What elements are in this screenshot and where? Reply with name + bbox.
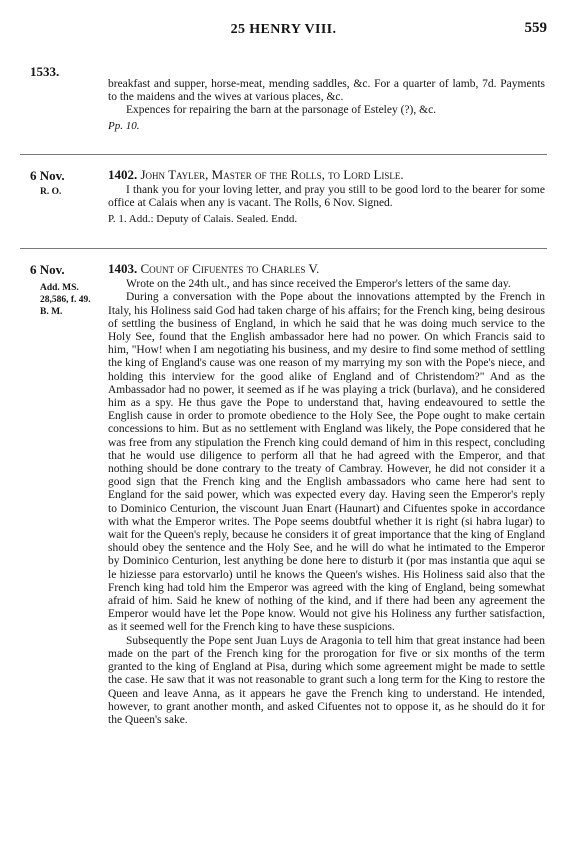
entry-date: 6 Nov.	[30, 262, 65, 277]
running-head: 25 HENRY VIII.	[230, 22, 337, 37]
entry-divider	[20, 248, 547, 249]
entry-source	[40, 282, 100, 318]
entry-heading	[108, 168, 545, 181]
entry-title: Count of Cifuentes to Charles V.	[140, 261, 320, 276]
entry-body	[108, 78, 545, 133]
entry-paragraph: During a conversation with the Pope about the innovations attempted by the French in Italy, his Holiness said God had taken charge of his affairs; for the French king, being desirous of settling the business of England, in which he said that he was doing much service to the Holy See, found that the English ambassador here had no power. On which Francis said to him, "How! when I am negotiating his business, and my desire to find some method of settling the king of England's cause was one reason of my marrying my son with the Pope's niece, and holding this interview for the good alike of England and of Christendom?" And as the Ambassador had no power, it seemed as if he was playing a trick (burlava), and he considered him as a spy. He thus gave the Pope to understand that, having endeavoured to settle the English cause in order to promote obedience to the Holy See, the Pope ought to make certain concessions to him. But as no settlement with England was likely, the Pope considered that he was free from any stipulation the French king could demand of him in this respect, concluding that he would use diligence to perform all that he had agreed with the Emperor, and that nothing should be done contrary to the treaty of Cambray. However, he did not consider it a good sign that the French king and the English ambassadors who came here had sent to England for the said power, which was expected every day. Having seen the Emperor's reply to Dominico Centurion, the viscount Juan Enart (Haunart) and Cifuentes spoke in accordance with what the Emperor writes. The Pope seems doubtful whether it is right (si habra lugar) to wait for the Queen's reply, because he considers it of great importance that the king of England should obey the sentence and the Holy See, and he will do what he intimated to the Emperor by Dominico Centurion, lest anything be done here to disturb it (por mas instantia que aqui se le hiziesse para estorvarlo) until he knows the Queen's wishes. His Holiness said also that the French king had told him the Emperor was agreed with the king of England, being somewhat afraid of him. Said he knew of nothing of the kind, and if there had been any agreement the Emperor would have let the Pope know. Would not give his Holiness any further satisfaction, as it seemed well for the French king to have these suspicions.	[108, 291, 545, 634]
entry-number: 1402.	[108, 167, 138, 182]
entry-paragraph: I thank you for your loving letter, and pray you still to be good lord to the bearer for some office at Calais when any is vacant. The Rolls, 6 Nov. Signed.	[108, 184, 545, 210]
entry-paragraph: Wrote on the 24th ult., and has since received the Emperor's letters of the same day.	[126, 278, 511, 291]
page-number: 559	[524, 20, 547, 36]
entry-divider	[20, 154, 547, 155]
entry-source-line: R. O.	[40, 187, 62, 197]
entry-source-line: 28,586, f. 49.	[40, 295, 91, 305]
entry-paragraph: Subsequently the Pope sent Juan Luys de Aragonia to tell him that great instance had been made on the part of the French king for the prorogation for five or six months of the term granted to the king of England at Pisa, during which some agreement might be made to settle the case. He saw that it was not reasonable to grant such a long term for the King to restore the Queen and leave Anna, as it appears he gave the French king to understand. He intended, however, to grant another month, and asked Cifuentes not to oppose it, as he should do it for the Queen's sake.	[108, 634, 545, 726]
entry-date: 6 Nov.	[30, 168, 65, 183]
entry-source	[40, 186, 100, 198]
entry-title: John Tayler, Master of the Rolls, to Lord Lisle.	[140, 167, 404, 182]
entry-1403	[0, 260, 567, 860]
entry-body	[108, 168, 545, 226]
entry-meta: Pp. 10.	[108, 119, 140, 132]
entry-number: 1403.	[108, 261, 138, 276]
entry-continuation	[0, 64, 567, 148]
entry-body	[108, 262, 545, 727]
entry-source-line: B. M.	[40, 307, 63, 317]
entry-paragraph: breakfast and supper, horse-meat, mending saddles, &c. For a quarter of lamb, 7d. Payments to the maidens and the wives at various places, &c.	[108, 78, 545, 104]
entry-meta: P. 1. Add.: Deputy of Calais. Sealed. Endd.	[108, 212, 298, 225]
entry-paragraph: Expences for repairing the barn at the parsonage of Esteley (?), &c.	[126, 104, 437, 117]
entry-date: 1533.	[30, 64, 60, 79]
entry-source-line: Add. MS.	[40, 283, 79, 293]
entry-1402	[0, 166, 567, 240]
entry-heading	[108, 262, 545, 275]
